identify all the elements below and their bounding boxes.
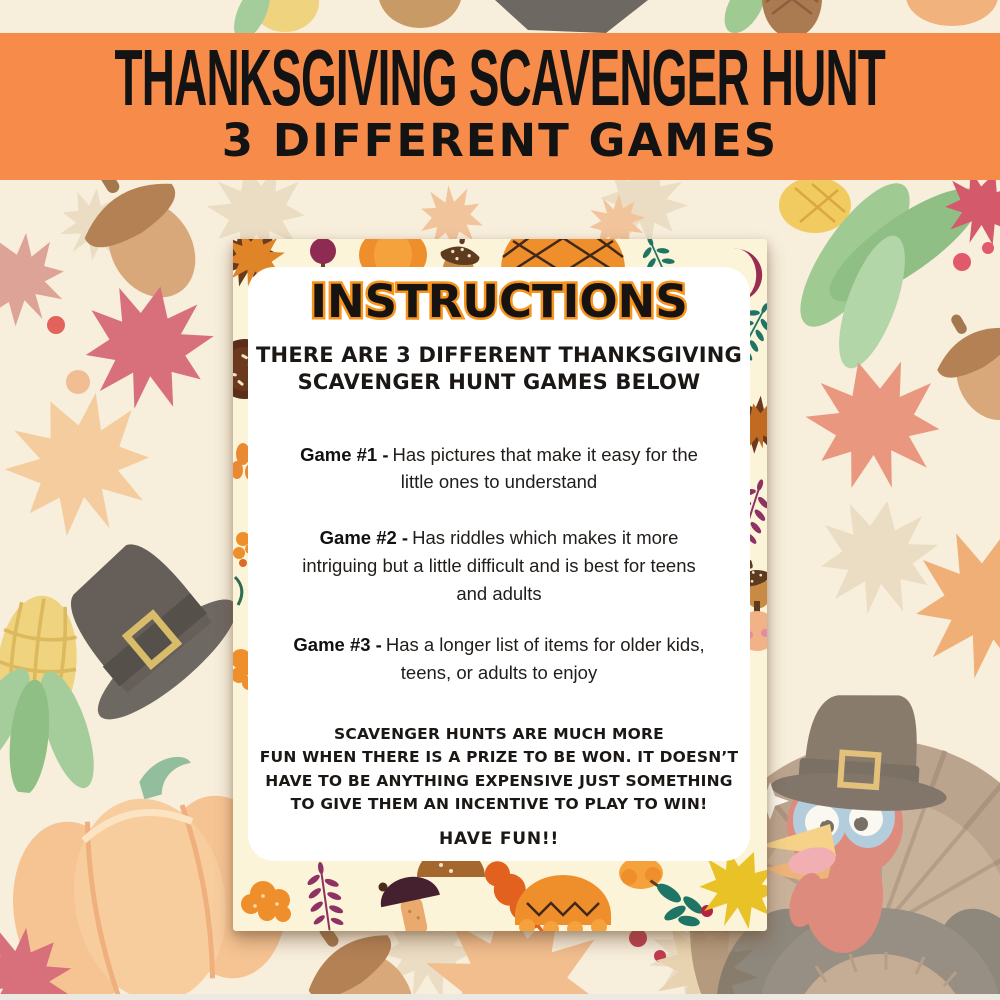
acorn-decoration (918, 294, 1000, 437)
berry-dot (47, 316, 65, 334)
prize-note-line: SCAVENGER HUNTS ARE MUCH MORE (334, 724, 664, 743)
fern-leaf-decoration (303, 860, 347, 931)
berry-dot (953, 253, 971, 271)
intro-line: THERE ARE 3 DIFFERENT THANKSGIVING (256, 343, 742, 367)
game-2-description: Game #2 - Has riddles which makes it more intriguing but a little difficult and is best for teens and adults (302, 527, 696, 604)
game-1-label: Game #1 - (300, 443, 389, 465)
prize-note-line: HAVE TO BE ANYTHING EXPENSIVE JUST SOMETHING (265, 771, 733, 790)
prize-note (248, 723, 750, 817)
berry-dot (629, 929, 647, 947)
instructions-panel (248, 267, 750, 861)
maple-leaf-decoration (0, 372, 173, 558)
prize-note-line: FUN WHEN THERE IS A PRIZE TO BE WON. IT DOESN’T (259, 748, 739, 767)
banner-subtitle: 3 DIFFERENT GAMES (221, 114, 779, 167)
instructions-card (233, 239, 767, 931)
game-3-label: Game #3 - (293, 634, 382, 656)
game-1-description: Game #1 - Has pictures that make it easy for the little ones to understand (300, 443, 698, 493)
game-2-label: Game #2 - (319, 527, 409, 549)
acorn-hint (378, 0, 462, 28)
game-3-description: Game #3 - Has a longer list of items for older kids, teens, or adults to enjoy (293, 634, 705, 684)
maple-leaf-decoration (901, 516, 1000, 694)
prize-note-line: TO GIVE THEM AN INCENTIVE TO PLAY TO WIN! (290, 795, 708, 814)
flower-cluster-decoration (241, 881, 291, 922)
maple-leaf-decoration (0, 219, 81, 342)
intro-line: SCAVENGER HUNT GAMES BELOW (297, 370, 701, 395)
hat-hint (495, 0, 648, 33)
banner-title: THANKSGIVING SCAVENGER HUNT (114, 32, 886, 123)
pumpkin-hint (906, 0, 998, 26)
berry-dot (982, 242, 994, 254)
image-edge-strip (0, 994, 1000, 1000)
instructions-title: INSTRUCTIONS (310, 275, 688, 328)
stem-decoration (235, 577, 242, 605)
mushroom-decoration (376, 871, 447, 931)
maple-leaf-decoration (795, 345, 954, 504)
intro-text (248, 342, 750, 397)
dot (66, 370, 90, 394)
title-banner (0, 33, 1000, 180)
pie-decoration (515, 875, 611, 931)
closing-text: HAVE FUN!! (438, 829, 560, 850)
flower-leaf-decoration (619, 857, 684, 906)
